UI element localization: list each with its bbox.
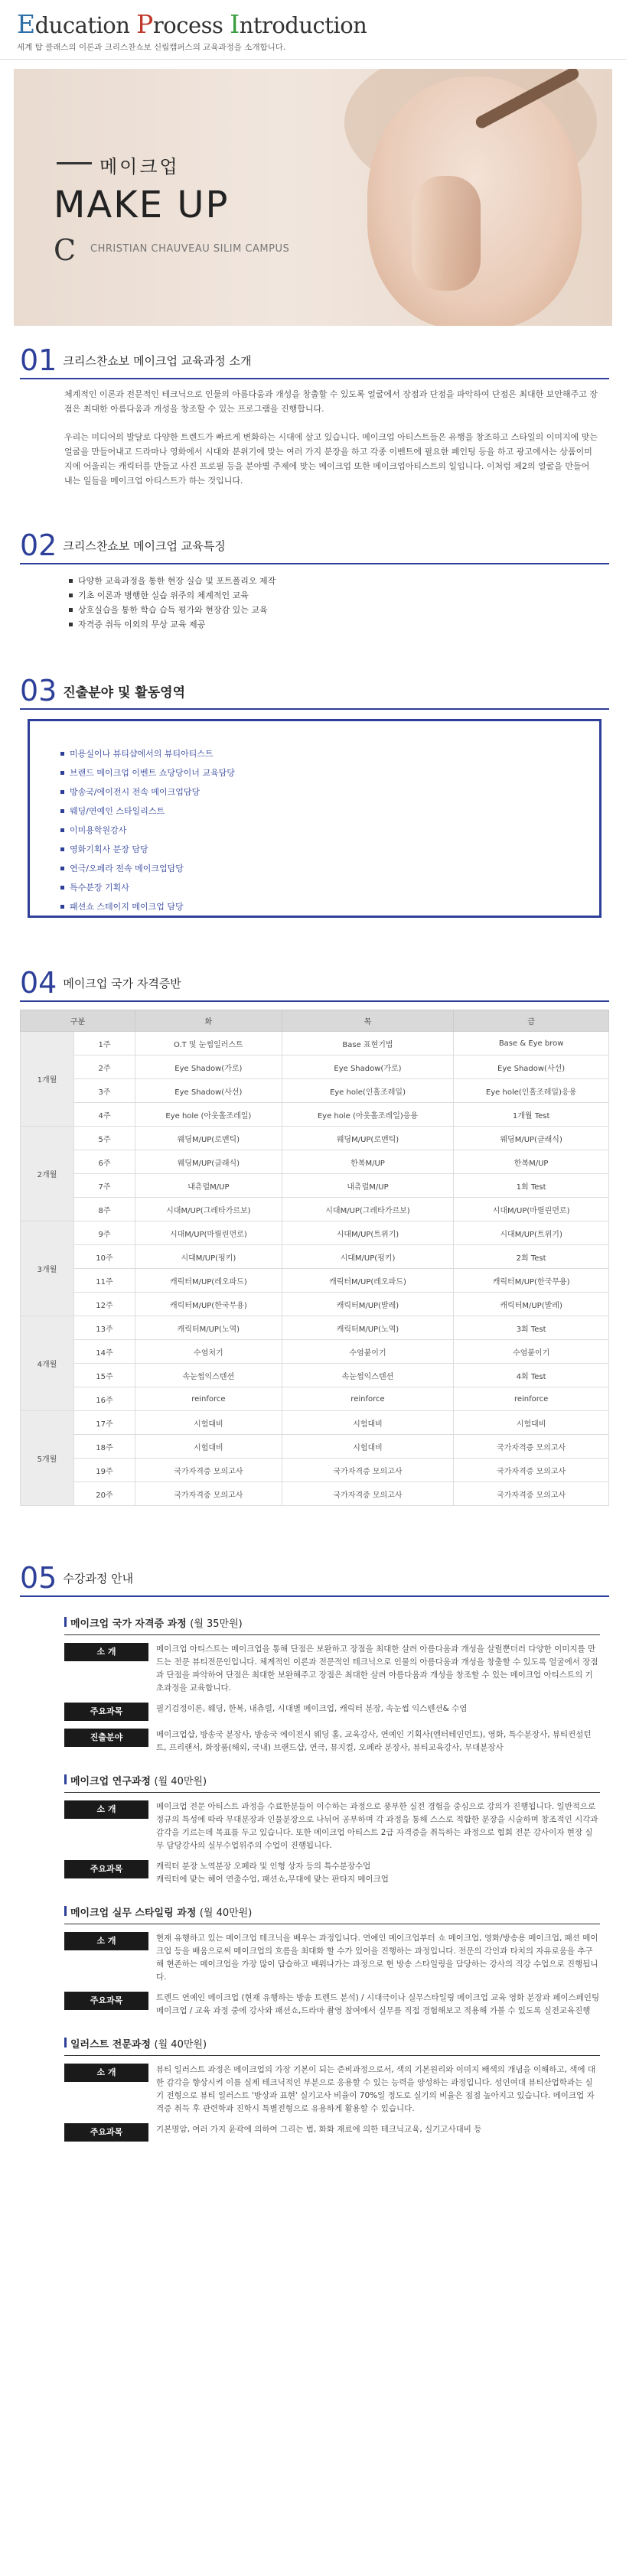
month-cell: 2개월 bbox=[21, 1127, 74, 1221]
table-cell: 2회 Test bbox=[454, 1245, 609, 1269]
section-schedule bbox=[20, 965, 609, 1506]
course-row bbox=[64, 1860, 600, 1886]
course-title bbox=[64, 1904, 600, 1924]
career-item: 브랜드 메이크업 이벤트 쇼당당이너 교육담당 bbox=[60, 763, 599, 782]
course-row-label: 소 개 bbox=[64, 2064, 148, 2082]
brand-letter-p: P bbox=[136, 9, 153, 39]
week-cell: 13주 bbox=[74, 1316, 135, 1340]
course-row-label: 주요과목 bbox=[64, 1992, 148, 2010]
section-number: 05 bbox=[20, 1561, 57, 1595]
career-item: 특수분장 기획사 bbox=[60, 878, 599, 897]
course-row-label: 주요과목 bbox=[64, 1703, 148, 1721]
month-cell: 4개월 bbox=[21, 1316, 74, 1411]
table-row bbox=[21, 1364, 609, 1387]
table-cell: O.T 및 눈썹일러스트 bbox=[135, 1032, 282, 1055]
week-cell: 16주 bbox=[74, 1387, 135, 1411]
table-cell: 캐릭터M/UP(레오파드) bbox=[282, 1269, 454, 1293]
course-name: 메이크업 실무 스타일링 과정 bbox=[70, 1908, 197, 1919]
table-header: 화 bbox=[135, 1010, 282, 1032]
table-row bbox=[21, 1103, 609, 1127]
table-row bbox=[21, 1293, 609, 1316]
table-cell: reinforce bbox=[282, 1387, 454, 1411]
section-number: 03 bbox=[20, 674, 57, 707]
table-cell: 캐릭터M/UP(레오파드) bbox=[135, 1269, 282, 1293]
table-cell: 수염처기 bbox=[135, 1340, 282, 1364]
section-title: 메이크업 국가 자격증반 bbox=[63, 976, 181, 990]
course-title bbox=[64, 1615, 600, 1635]
table-cell: 캐릭터M/UP(한국무용) bbox=[135, 1293, 282, 1316]
hero-foundation-swatch bbox=[412, 176, 481, 291]
course-block bbox=[64, 1615, 600, 1755]
table-cell: 국가자격증 모의고사 bbox=[282, 1482, 454, 1506]
week-cell: 8주 bbox=[74, 1198, 135, 1221]
hero-banner bbox=[14, 69, 612, 326]
career-item: 패션쇼 스테이지 메이크업 담당 bbox=[60, 897, 599, 916]
table-row bbox=[21, 1127, 609, 1150]
week-cell: 18주 bbox=[74, 1435, 135, 1459]
table-cell: 시대M/UP(펑키) bbox=[135, 1245, 282, 1269]
table-cell: 수염붙이기 bbox=[454, 1340, 609, 1364]
course-row-text: 현재 유행하고 있는 메이크업 테크닉을 배우는 과정입니다. 연예인 메이크업부터 쇼 메이크업, 영화/방송용 메이크업, 패션 메이크업 등을 배움으로써 메이크업의 흐름을 최대화 할 수가 있어을 진행하는 과정입니다. 전문의 각인과 타치의 자유로움을 추구해 현존하는 메이크업을 가장 많이 답습하고 배워나가는 과정으로 현 방송 스타일링을 담당하는 강사의 직강 수업으로 진행됩니다. bbox=[156, 1934, 598, 1982]
career-item: 영화기획사 분장 담당 bbox=[60, 840, 599, 859]
section-courses bbox=[20, 1560, 609, 2142]
course-row-label: 주요과목 bbox=[64, 2123, 148, 2142]
table-cell: reinforce bbox=[454, 1387, 609, 1411]
table-cell: 국가자격증 모의고사 bbox=[454, 1459, 609, 1482]
table-row bbox=[21, 1221, 609, 1245]
schedule-table bbox=[20, 1010, 609, 1506]
table-cell: 수염붙이기 bbox=[282, 1340, 454, 1364]
table-cell: 한복M/UP bbox=[454, 1150, 609, 1174]
table-row bbox=[21, 1269, 609, 1293]
hero-korean-title: 메이크업 bbox=[99, 156, 180, 177]
table-row bbox=[21, 1482, 609, 1506]
week-cell: 2주 bbox=[74, 1055, 135, 1079]
career-item: 연극/오페라 전속 메이크업담당 bbox=[60, 859, 599, 878]
table-row bbox=[21, 1459, 609, 1482]
table-cell: 시험대비 bbox=[135, 1411, 282, 1435]
section-title: 진출분야 및 활동영역 bbox=[63, 685, 185, 701]
course-row bbox=[64, 2064, 600, 2116]
table-cell: 3회 Test bbox=[454, 1316, 609, 1340]
week-cell: 7주 bbox=[74, 1174, 135, 1198]
feature-item: 기초 이론과 병행한 실습 위주의 체계적인 교육 bbox=[69, 588, 609, 603]
section-careers bbox=[20, 673, 609, 918]
week-cell: 12주 bbox=[74, 1293, 135, 1316]
course-price: (월 40만원) bbox=[199, 1908, 253, 1919]
career-item: 방송국/에이전시 전속 메이크업담당 bbox=[60, 782, 599, 802]
table-cell: 캐릭터M/UP(노역) bbox=[282, 1316, 454, 1340]
table-cell: 시험대비 bbox=[454, 1411, 609, 1435]
course-block bbox=[64, 1773, 600, 1886]
week-cell: 9주 bbox=[74, 1221, 135, 1245]
week-cell: 5주 bbox=[74, 1127, 135, 1150]
table-cell: 국가자격증 모의고사 bbox=[454, 1435, 609, 1459]
section-title: 크리스찬쇼보 메이크업 교육과정 소개 bbox=[63, 353, 252, 368]
table-header: 구분 bbox=[21, 1010, 135, 1032]
course-price: (월 40만원) bbox=[154, 2039, 207, 2051]
table-row bbox=[21, 1150, 609, 1174]
week-cell: 10주 bbox=[74, 1245, 135, 1269]
feature-item: 다양한 교육과정을 통한 현장 실습 및 포트폴리오 제작 bbox=[69, 574, 609, 588]
week-cell: 15주 bbox=[74, 1364, 135, 1387]
career-item: 웨딩/연예인 스타일리스트 bbox=[60, 802, 599, 821]
course-row bbox=[64, 1703, 600, 1721]
course-list bbox=[20, 1615, 609, 2142]
month-cell: 3개월 bbox=[21, 1221, 74, 1316]
course-row-text: 메이크업 아티스트는 메이크업을 통해 단점은 보완하고 장점을 최대한 살려 아름다움과 개성을 살릴뿐더러 다양한 이미지를 만드는 전문 뷰티전문인입니다. 체계적인 이론과 전문적인 테크닉으로 인물의 아름다움과 개성을 창출할 수 있도록 얼굴에서 장점과 단점을 파악하여 단점은 최대한 보완해주고 장점은 최대한 살려 아름다움과 개성을 창조할 수 있는 메이크업 아티스트의 기초과정을 교육합니다. bbox=[156, 1644, 598, 1693]
table-cell: Eye hole(인홀조레일)응용 bbox=[454, 1079, 609, 1103]
table-cell: 시대M/UP(트위기) bbox=[282, 1221, 454, 1245]
table-row bbox=[21, 1198, 609, 1221]
table-cell: 웨딩M/UP(로맨틱) bbox=[282, 1127, 454, 1150]
table-cell: 시험대비 bbox=[282, 1435, 454, 1459]
table-cell: 시대M/UP(마릴린먼로) bbox=[454, 1198, 609, 1221]
table-cell: 웨딩M/UP(로맨틱) bbox=[135, 1127, 282, 1150]
section-heading bbox=[20, 343, 609, 379]
table-cell: Eye hole (아웃홀조레일)응용 bbox=[282, 1103, 454, 1127]
table-cell: Eye Shadow(사선) bbox=[454, 1055, 609, 1079]
table-cell: 시대M/UP(마릴린먼로) bbox=[135, 1221, 282, 1245]
table-header: 목 bbox=[282, 1010, 454, 1032]
section-heading bbox=[20, 673, 609, 710]
table-cell: 시대M/UP(펑키) bbox=[282, 1245, 454, 1269]
course-row bbox=[64, 1932, 600, 1984]
week-cell: 3주 bbox=[74, 1079, 135, 1103]
course-row-text: 캐릭터 분장 노역분장 오페라 및 인형 상자 등의 특수분장수업 캐릭터에 맞는 헤어 연출수업, 패션쇼,무대에 맞는 판타지 메이크업 bbox=[156, 1862, 389, 1884]
table-cell: Eye Shadow(사선) bbox=[135, 1079, 282, 1103]
course-block bbox=[64, 2036, 600, 2142]
table-row bbox=[21, 1079, 609, 1103]
course-row-text: 기본명암, 여러 가지 윤곽에 의하여 그리는 법, 화화 재료에 의한 테크닉교육, 실기고사대비 등 bbox=[156, 2125, 482, 2134]
week-cell: 4주 bbox=[74, 1103, 135, 1127]
course-row-text: 뷰티 일러스트 과정은 메이크업의 가장 기본이 되는 준비과정으로서, 색의 기본원리와 이미지 배색의 개념을 이해하고, 색에 대한 감각을 향상시켜 이를 실제 테크닉적인 부분으로 응용할 수 있는 능력을 양성하는 과정입니다. 성인여대 뷰티산업학과는 실기 전형으로 뷰티 일러스트 '방상과 표현' 실기고사 비율이 70%일 정도로 실기의 비율은 점점 높아지고 있습니다. 메이크업 자격증 취득 후 관련학과 진학시 특별전형으로 유용하게 활용할 수 있습니다. bbox=[156, 2065, 596, 2113]
week-cell: 11주 bbox=[74, 1269, 135, 1293]
course-row bbox=[64, 1643, 600, 1695]
table-cell: 속눈썹익스텐션 bbox=[282, 1364, 454, 1387]
course-row-label: 진출분야 bbox=[64, 1729, 148, 1747]
course-price: (월 35만원) bbox=[190, 1618, 243, 1630]
course-row bbox=[64, 1729, 600, 1755]
section-number: 01 bbox=[20, 343, 57, 377]
table-cell: 국가자격증 모의고사 bbox=[135, 1459, 282, 1482]
feature-item: 자격증 취득 이외의 무상 교육 제공 bbox=[69, 617, 609, 632]
brand-letter-i: I bbox=[230, 9, 240, 39]
week-cell: 6주 bbox=[74, 1150, 135, 1174]
section-title: 크리스찬쇼보 메이크업 교육특징 bbox=[63, 538, 226, 553]
table-row bbox=[21, 1411, 609, 1435]
table-cell: 웨딩M/UP(클래식) bbox=[135, 1150, 282, 1174]
week-cell: 1주 bbox=[74, 1032, 135, 1055]
week-cell: 17주 bbox=[74, 1411, 135, 1435]
table-cell: Eye Shadow(가로) bbox=[282, 1055, 454, 1079]
intro-paragraph-1: 체계적인 이론과 전문적인 테크닉으로 인물의 아름다움과 개성을 창출할 수 있도록 얼굴에서 장점과 단점을 파악하여 단점은 최대한 보안해주고 장점은 최대한 아름다움과 개성을 창조할 수 있는 프로그램을 진행합니다. bbox=[64, 389, 598, 414]
hero-title: MAKE UP bbox=[54, 184, 230, 226]
intro-paragraph-2: 우리는 미디어의 발달로 다양한 트렌드가 빠르게 변화하는 시대에 살고 있습니다. 메이크업 아티스트들은 유행을 창조하고 스타일의 이미지에 맞는 얼굴을 만들어내고 드라마나 영화에서 시대와 분위기에 맞는 여러 가지 분장을 하고 각종 이벤트에 필요한 페인팅 등을 하고 광고에서는 상품이미지에 어울리는 캐릭터를 만들고 사진 프로필 등을 분야별 주제에 맞는 메이크업 또한 메이크업아티스트의 일입니다. 이처럼 제2의 얼굴을 만들어 내는 일들을 메이크업 아티스트가 하는 것입니다. bbox=[64, 432, 598, 486]
brand-word-2: rocess bbox=[152, 12, 230, 38]
course-row bbox=[64, 1992, 600, 2018]
hero-logo: C bbox=[54, 233, 77, 267]
table-row bbox=[21, 1245, 609, 1269]
table-header: 금 bbox=[454, 1010, 609, 1032]
table-row bbox=[21, 1340, 609, 1364]
section-title: 수강과정 안내 bbox=[63, 1571, 134, 1586]
course-row bbox=[64, 2123, 600, 2142]
section-heading bbox=[20, 1560, 609, 1597]
section-heading bbox=[20, 965, 609, 1002]
table-cell: 국가자격증 모의고사 bbox=[454, 1482, 609, 1506]
course-title bbox=[64, 1773, 600, 1793]
brand-subtitle: 세계 탑 클래스의 이론과 크리스찬쇼보 신림캠퍼스의 교육과정을 소개합니다. bbox=[17, 43, 286, 52]
course-row-text: 메이크업샵, 방송국 분장사, 방송국 에이전시 웨딩 홀, 교육강사, 연예인 기획사(엔터테인먼트), 영화, 특수분장사, 뷰티컨설턴트, 프리랜서, 화장품(해외, 국내) 브랜드샵, 연극, 뮤지컬, 오페라 분장사, 뷰티교육강사, 무대분장사 bbox=[156, 1730, 592, 1752]
course-name: 메이크업 연구과정 bbox=[70, 1776, 151, 1787]
month-cell: 1개월 bbox=[21, 1032, 74, 1127]
career-item: 이미용학원강사 bbox=[60, 821, 599, 840]
table-row bbox=[21, 1174, 609, 1198]
table-cell: 내츄럴M/UP bbox=[135, 1174, 282, 1198]
table-cell: Eye hole(인홀조레일) bbox=[282, 1079, 454, 1103]
table-cell: 시험대비 bbox=[282, 1411, 454, 1435]
table-cell: 1개월 Test bbox=[454, 1103, 609, 1127]
table-cell: 국가자격증 모의고사 bbox=[282, 1459, 454, 1482]
table-cell: 시대M/UP(트위기) bbox=[454, 1221, 609, 1245]
table-cell: Base & Eye brow bbox=[454, 1032, 609, 1055]
table-cell: 1회 Test bbox=[454, 1174, 609, 1198]
course-block bbox=[64, 1904, 600, 2018]
table-row bbox=[21, 1435, 609, 1459]
table-cell: 한복M/UP bbox=[282, 1150, 454, 1174]
course-row bbox=[64, 1800, 600, 1852]
table-cell: Eye hole (아웃홀조레일) bbox=[135, 1103, 282, 1127]
course-name: 일러스트 전문과정 bbox=[70, 2039, 151, 2051]
hero-dash bbox=[57, 162, 92, 164]
course-row-text: 트렌드 연예인 메이크업 (현재 유행하는 방송 트렌드 분석) / 시대극이나 실무스타일링 메이크업 교육 영화 분장과 페이스페인팅 메이크업 / 교육 과정 중에 강사와 패션쇼,드라마 촬영 참여에서 실무를 직접 경험해보고 적용해 가볼 수 있도록 실전교육진행 bbox=[156, 1993, 600, 2015]
month-cell: 5개월 bbox=[21, 1411, 74, 1506]
course-row-text: 필기검정이론, 웨딩, 한복, 내츄럴, 시대별 메이크업, 캐릭터 분장, 속눈썹 익스텐션& 수염 bbox=[156, 1704, 468, 1713]
course-row-label: 소 개 bbox=[64, 1932, 148, 1950]
section-heading bbox=[20, 528, 609, 564]
table-cell: 시대M/UP(그레타가르보) bbox=[282, 1198, 454, 1221]
course-row-label: 주요과목 bbox=[64, 1860, 148, 1878]
table-cell: 시험대비 bbox=[135, 1435, 282, 1459]
week-cell: 14주 bbox=[74, 1340, 135, 1364]
brand-word-3: ntroduction bbox=[239, 12, 367, 38]
course-row-text: 메이크업 전문 아티스트 과정을 수료한분들이 이수하는 과정으로 풍부한 실전 경험을 중심으로 강의가 진행됩니다. 일반적으로 정규의 특성에 따라 무대분장과 인물분장으로 나뉘어 공부하며 각 과정을 통해 스스로 적합한 분장을 시술하며 창조적인 시각과 감각을 기르는데 목표를 두고 있습니다. 또한 메이크업 아티스트 2급 자격증을 취득하는 과정으로 협회 전문 강사이자 현장 실무 담당강사의 실무수업위주의 수업이 진행됩니다. bbox=[156, 1802, 598, 1850]
table-cell: 4회 Test bbox=[454, 1364, 609, 1387]
brand-title bbox=[17, 9, 609, 39]
course-name: 메이크업 국가 자격증 과정 bbox=[70, 1618, 187, 1630]
feature-item: 상호실습을 통한 학습 습득 평가와 현장감 있는 교육 bbox=[69, 603, 609, 617]
table-cell: Base 표현기법 bbox=[282, 1032, 454, 1055]
header bbox=[0, 0, 626, 60]
table-row bbox=[21, 1316, 609, 1340]
section-features bbox=[20, 528, 609, 632]
table-cell: 국가자격증 모의고사 bbox=[135, 1482, 282, 1506]
section-intro bbox=[20, 343, 609, 488]
table-cell: 캐릭터M/UP(발레) bbox=[282, 1293, 454, 1316]
week-cell: 19주 bbox=[74, 1459, 135, 1482]
table-cell: 캐릭터M/UP(발레) bbox=[454, 1293, 609, 1316]
course-row-label: 소 개 bbox=[64, 1800, 148, 1819]
hero-campus: CHRISTIAN CHAUVEAU SILIM CAMPUS bbox=[90, 243, 290, 255]
career-item: 미용실이나 뷰티샵에서의 뷰티아티스트 bbox=[60, 744, 599, 763]
career-box bbox=[28, 719, 602, 918]
feature-list bbox=[69, 574, 609, 632]
table-cell: 시대M/UP(그레타가르보) bbox=[135, 1198, 282, 1221]
course-title bbox=[64, 2036, 600, 2056]
table-cell: 웨딩M/UP(클래식) bbox=[454, 1127, 609, 1150]
table-row bbox=[21, 1032, 609, 1055]
table-row bbox=[21, 1387, 609, 1411]
brand-letter-e: E bbox=[17, 9, 35, 39]
table-body bbox=[21, 1032, 609, 1506]
table-cell: 캐릭터M/UP(한국무용) bbox=[454, 1269, 609, 1293]
table-cell: Eye Shadow(가로) bbox=[135, 1055, 282, 1079]
table-cell: 내츄럴M/UP bbox=[282, 1174, 454, 1198]
course-price: (월 40만원) bbox=[154, 1776, 207, 1787]
table-row bbox=[21, 1055, 609, 1079]
table-cell: 속눈썹익스텐션 bbox=[135, 1364, 282, 1387]
section-number: 02 bbox=[20, 529, 57, 562]
table-cell: reinforce bbox=[135, 1387, 282, 1411]
course-row-label: 소 개 bbox=[64, 1643, 148, 1661]
table-cell: 캐릭터M/UP(노역) bbox=[135, 1316, 282, 1340]
brand-word-1: ducation bbox=[34, 12, 137, 38]
week-cell: 20주 bbox=[74, 1482, 135, 1506]
section-number: 04 bbox=[20, 966, 57, 1000]
